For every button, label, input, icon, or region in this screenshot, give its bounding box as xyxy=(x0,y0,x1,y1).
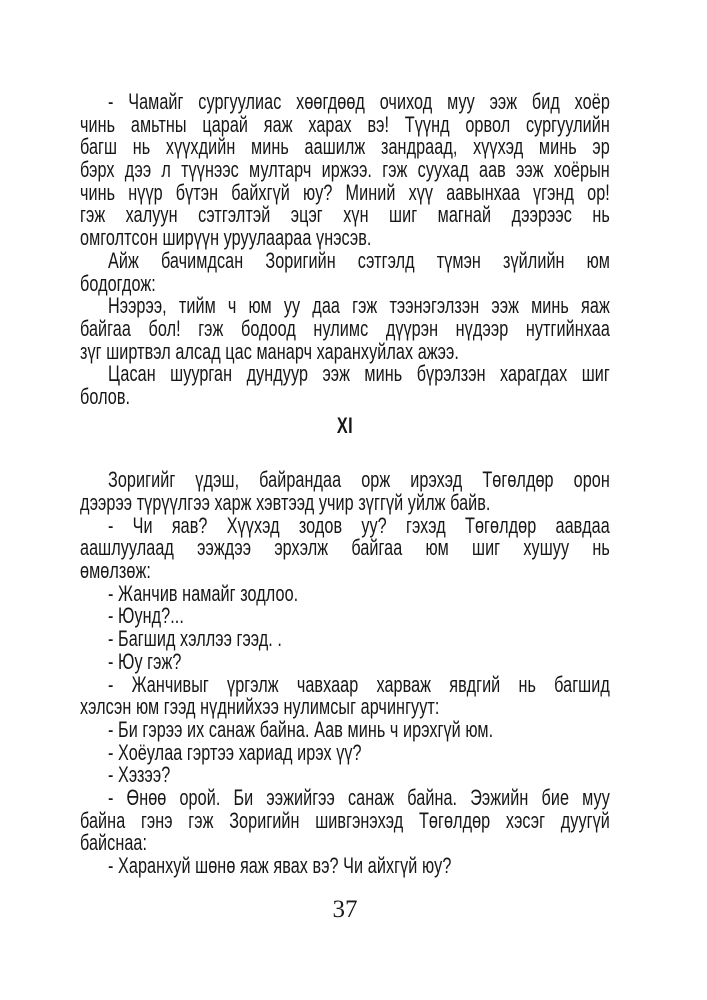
paragraph xyxy=(80,739,610,765)
text-line: - Өнөө орой. Би ээжийгээ санаж байна. Ээжийн бие муу xyxy=(107,784,610,810)
paragraph xyxy=(80,764,610,787)
paragraph xyxy=(80,628,610,651)
text-line: - Чи яав? Хүүхэд зодов уу? гэхэд Төгөлдөр аавдаа xyxy=(107,512,610,538)
text-line: - Хэзээ? xyxy=(107,762,171,788)
paragraph xyxy=(80,363,610,408)
text-line: өмөлзөж: xyxy=(80,558,151,584)
paragraph xyxy=(80,605,610,628)
text-line: Цасан шуурган дундуур ээж минь бүрэлзэн харагдах шиг xyxy=(107,361,610,387)
text-line: бодогдож: xyxy=(80,270,156,296)
text-line: болов. xyxy=(80,383,131,409)
paragraph xyxy=(80,671,610,720)
text-line: зүг ширтвэл алсад цас манарч харанхуйлах ажээ. xyxy=(80,338,459,364)
text-line: Зоригийг үдэш, байрандаа орж ирэхэд Төгөлдөр орон xyxy=(107,467,610,493)
text-line: Айж бачимдсан Зоригийн сэтгэлд түмэн зүйлийн юм xyxy=(107,247,610,273)
text-line: - Юу гэж? xyxy=(107,648,182,674)
text-line: чинь нүүр бүтэн байхгүй юу? Миний хүү аавынхаа үгэнд ор! xyxy=(80,179,610,205)
paragraph xyxy=(80,648,610,674)
text-line: - Би гэрээ их санаж байна. Аав минь ч ирэхгүй юм. xyxy=(107,716,494,742)
section-heading: XI xyxy=(336,412,353,438)
paragraph xyxy=(80,469,610,514)
paragraph xyxy=(80,295,610,363)
text-line: хэлсэн юм гээд нүднийхээ нулимсыг арчингуут: xyxy=(80,694,440,720)
text-line: бэрх дээ л түүнээс мултарч иржээ. гэж суухад аав ээж хоёрын xyxy=(80,157,610,183)
text-line: аашлуулаад ээждээ эрхэлж байгаа юм шиг хушуу нь xyxy=(80,535,610,561)
paragraph xyxy=(80,247,610,296)
paragraph xyxy=(80,91,610,250)
text-line: - Юунд?... xyxy=(107,603,184,629)
text-line: чинь амьтны царай яаж харах вэ! Түүнд орвол сургуулийн xyxy=(80,111,610,137)
text-line: байгаа бол! гэж бодоод нулимс дүүрэн нүдээр нутгийнхаа xyxy=(80,315,610,341)
text-line: - Чамайг сургуулиас хөөгдөөд очиход муу ээж бид хоёр xyxy=(107,89,610,114)
text-line: - Жанчивыг үргэлж чавхаар харваж явдгий нь багшид xyxy=(107,671,610,697)
paragraph xyxy=(80,512,610,584)
paragraph xyxy=(80,855,610,878)
paragraph xyxy=(80,784,610,856)
text-line: байснаа: xyxy=(80,830,148,856)
text-line: дээрээ түрүүлгээ харж хэвтээд учир зүггүй уйлж байв. xyxy=(80,490,491,515)
page-text xyxy=(80,91,610,878)
text-line: гэж халуун сэтгэлтэй эцэг хүн шиг магнай дээрээс нь xyxy=(80,202,610,228)
text-line: - Багшид хэллээ гээд. . xyxy=(107,626,283,652)
text-line: - Харанхуй шөнө яаж явах вэ? Чи айхгүй юу? xyxy=(107,853,452,878)
text-line: - Жанчив намайг зодлоо. xyxy=(107,580,299,606)
text-line: байна гэнэ гэж Зоригийн шивгэнэхэд Төгөлдөр хэсэг дуугүй xyxy=(80,807,610,833)
text-line: - Хоёулаа гэртээ хариад ирэх үү? xyxy=(107,739,362,765)
text-line: багш нь хүүхдийн минь аашилж зандраад, хүүхэд минь эр xyxy=(80,134,610,160)
text-line: Нээрээ, тийм ч юм уу даа гэж тээнэгэлзэн ээж минь яаж xyxy=(107,293,610,319)
page-number: 37 xyxy=(332,896,358,923)
paragraph xyxy=(80,580,610,606)
paragraph xyxy=(80,716,610,742)
text-line: омголтсон ширүүн уруулаараа үнэсэв. xyxy=(80,225,372,251)
